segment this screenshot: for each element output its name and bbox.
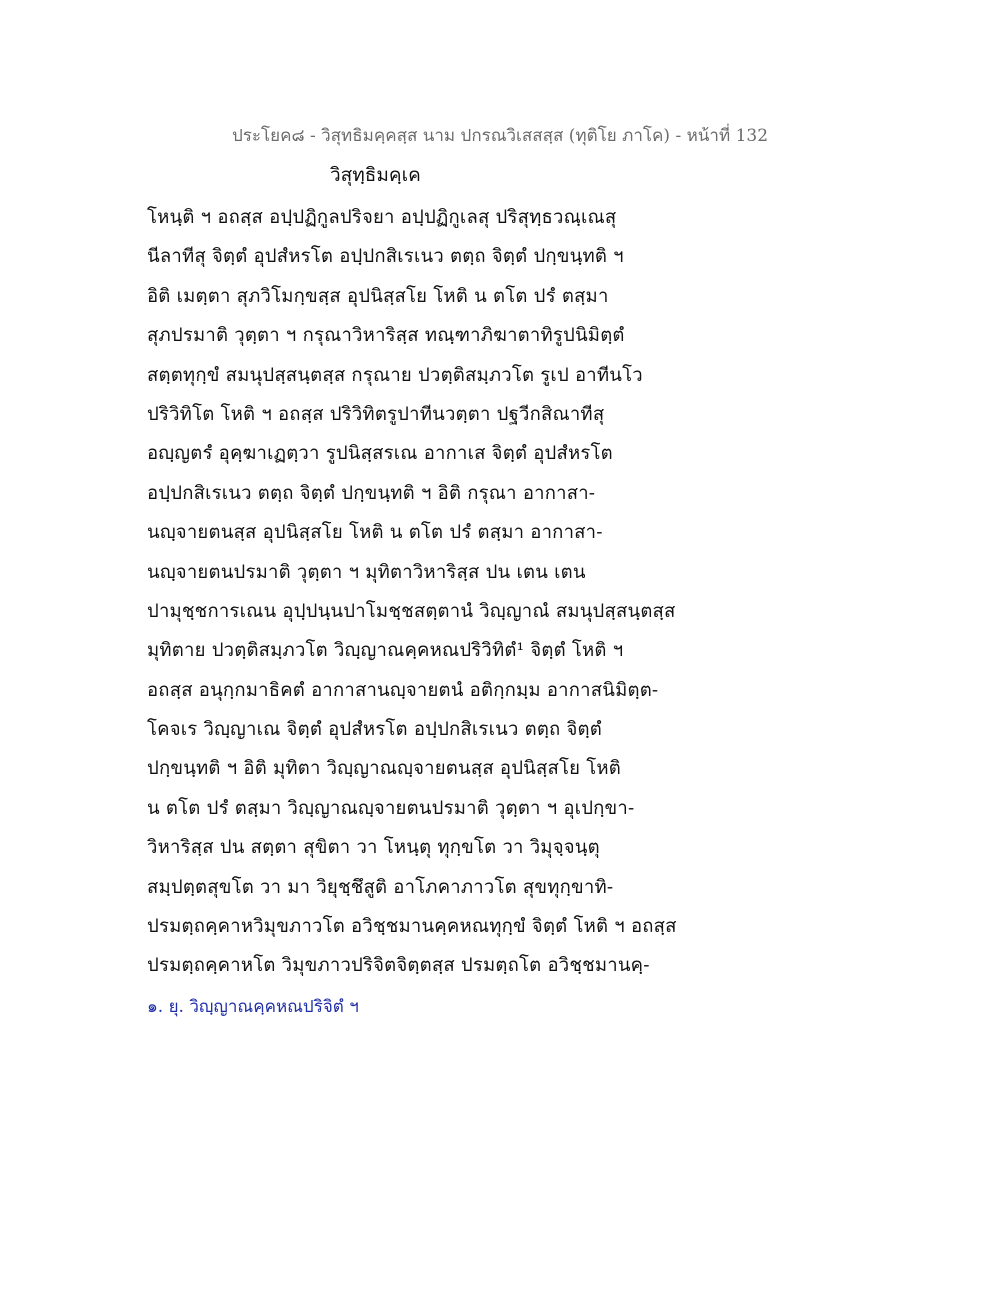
text-line: ปรมตฺถคฺคาหโต วิมุขภาวปริจิตจิตฺตสฺส ปรมตฺถโต อวิชฺชมานคฺ- — [147, 955, 650, 977]
text-line: สตฺตทุกฺขํ สมนุปสฺสนฺตสฺส กรุณาย ปวตฺติสมฺภวโต รูเป อาทีนโว — [147, 364, 643, 386]
text-line: ปรมตฺถคฺคาหวิมุขภาวโต อวิชฺชมานคฺคหณทุกฺขํ จิตฺตํ โหติ ฯ อถสฺส — [147, 916, 677, 938]
body-text — [147, 198, 707, 986]
page-header: ประโยค๘ - วิสุทธิมคฺคสฺส นาม ปกรณวิเสสสฺส (ทุติโย ภาโค) - หน้าที่ 132 — [231, 126, 769, 146]
text-line: อปฺปกสิเรเนว ตตฺถ จิตฺตํ ปกฺขนฺทติ ฯ อิติ กรุณา อากาสา- — [147, 482, 596, 504]
text-line: มุทิตาย ปวตฺติสมฺภวโต วิญฺญาณคฺคหณปริวิทิตํ¹ จิตฺตํ โหติ ฯ — [147, 640, 624, 662]
text-line: อถสฺส อนุกฺกมาธิคตํ อากาสานญฺจายตนํ อติกฺกมฺม อากาสนิมิตฺต- — [147, 679, 659, 701]
text-line: วิหาริสฺส ปน สตฺตา สุขิตา วา โหนฺตุ ทุกฺขโต วา วิมุจฺจนฺตุ — [147, 837, 600, 859]
text-line: อิติ เมตฺตา สุภวิโมกฺขสฺส อุปนิสฺสโย โหติ น ตโต ปรํ ตสฺมา — [147, 285, 609, 307]
text-line: ปกฺขนฺทติ ฯ อิติ มุทิตา วิญฺญาณญฺจายตนสฺส อุปนิสฺสโย โหติ — [147, 758, 621, 780]
text-line: นญฺจายตนปรมาติ วุตฺตา ฯ มุทิตาวิหาริสฺส ปน เตน เตน — [147, 561, 586, 583]
text-line: นีลาทีสุ จิตฺตํ อุปสํหรโต อปฺปกสิเรเนว ตตฺถ จิตฺตํ ปกฺขนฺทติ ฯ — [147, 246, 624, 268]
text-line: นญฺจายตนสฺส อุปนิสฺสโย โหติ น ตโต ปรํ ตสฺมา อากาสา- — [147, 522, 603, 544]
section-title: วิสุทฺธิมคฺเค — [330, 164, 421, 186]
text-line: โคจเร วิญฺญาเณ จิตฺตํ อุปสํหรโต อปฺปกสิเรเนว ตตฺถ จิตฺตํ — [147, 719, 602, 741]
text-line: อญฺญตรํ อุคฺฆาเฏตฺวา รูปนิสฺสรเณ อากาเส จิตฺตํ อุปสํหรโต — [147, 443, 613, 465]
text-line: ปริวิทิโต โหติ ฯ อถสฺส ปริวิทิตรูปาทีนวตฺตา ปฐวีกสิณาทีสุ — [147, 403, 605, 425]
text-line: ปามุชฺชการเณน อุปฺปนฺนปาโมชฺชสตฺตานํ วิญฺญาณํ สมนุปสฺสนฺตสฺส — [147, 600, 676, 622]
text-line: สมฺปตฺตสุขโต วา มา วิยุชฺชึสูติ อาโภคาภาวโต สุขทุกฺขาทิ- — [147, 876, 614, 898]
text-line: สุภปรมาติ วุตฺตา ฯ กรุณาวิหาริสฺส ทณฺฑาภิฆาตาทิรูปนิมิตฺตํ — [147, 325, 625, 347]
footnote: ๑. ยุ. วิญฺญาณคฺคหณปริจิตํ ฯ — [147, 997, 359, 1017]
text-line: น ตโต ปรํ ตสฺมา วิญฺญาณญฺจายตนปรมาติ วุตฺตา ฯ อุเปกฺขา- — [147, 797, 635, 819]
text-line: โหนฺติ ฯ อถสฺส อปฺปฏิกูลปริจยา อปฺปฏิกูเลสุ ปริสุทฺธวณฺเณสุ — [147, 207, 617, 228]
